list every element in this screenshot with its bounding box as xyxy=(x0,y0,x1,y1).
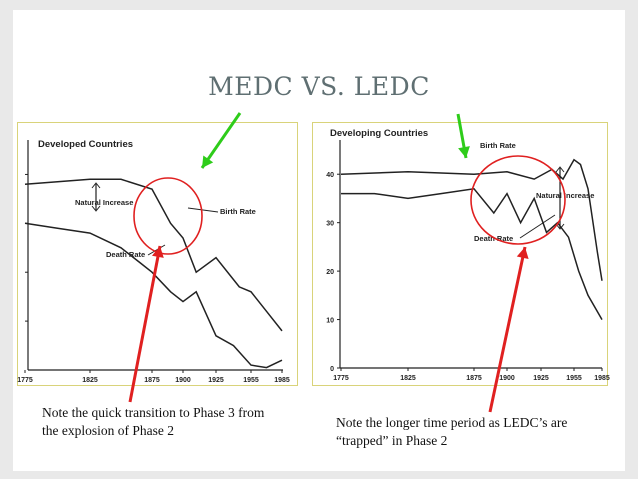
developing-annotation-label: Birth Rate xyxy=(480,141,516,150)
developing-x-tick-label: 1825 xyxy=(400,375,416,382)
developed-birth-rate-leader xyxy=(188,208,218,212)
developed-death-rate-line xyxy=(25,223,282,367)
developing-x-tick-label: 1925 xyxy=(533,375,549,382)
developing-y-tick-label: 30 xyxy=(326,220,334,228)
developed-x-tick-label: 1900 xyxy=(175,377,191,384)
developing-x-tick-label: 1985 xyxy=(594,375,610,382)
developing-annotation-label: Natural Increase xyxy=(536,191,595,200)
left-note: Note the quick transition to Phase 3 from the explosion of Phase 2 xyxy=(42,405,265,438)
developing-x-tick-label: 1875 xyxy=(466,375,482,382)
developing-chart-title: Developing Countries xyxy=(330,128,429,139)
developed-annotation-label: Birth Rate xyxy=(220,207,256,216)
right-note: Note the longer time period as LEDC’s are “trapped” in Phase 2 xyxy=(336,415,568,448)
developing-x-tick-label: 1955 xyxy=(566,375,582,382)
slide-title: MEDC VS. LEDC xyxy=(208,72,430,101)
developing-annotation-label: Death Rate xyxy=(474,234,514,243)
developing-y-tick-label: 0 xyxy=(330,366,334,373)
developing-birth-rate-line xyxy=(341,160,602,281)
developed-highlight-circle xyxy=(134,178,202,254)
developed-x-tick-label: 1955 xyxy=(243,377,259,384)
developing-y-tick-label: 20 xyxy=(326,269,334,277)
developing-y-tick-label: 10 xyxy=(326,317,334,325)
developed-x-tick-label: 1775 xyxy=(17,377,33,384)
developed-x-tick-label: 1985 xyxy=(274,377,290,384)
right-red-arrow xyxy=(490,247,525,412)
developing-x-tick-label: 1900 xyxy=(499,375,515,382)
developed-x-tick-label: 1875 xyxy=(144,377,160,384)
developed-x-tick-label: 1825 xyxy=(82,377,98,384)
developing-highlight-circle xyxy=(471,156,565,244)
right-green-arrow-head xyxy=(458,146,470,158)
developing-y-tick-label: 40 xyxy=(326,172,334,180)
right-red-arrow-head xyxy=(517,247,529,259)
developed-x-tick-label: 1925 xyxy=(208,377,224,384)
developed-annotation-label: Death Rate xyxy=(106,250,146,259)
developed-chart-title: Developed Countries xyxy=(38,139,134,150)
developed-annotation-label: Natural Increase xyxy=(75,198,134,207)
developing-death-rate-leader xyxy=(520,215,555,238)
developing-x-tick-label: 1775 xyxy=(333,375,349,382)
